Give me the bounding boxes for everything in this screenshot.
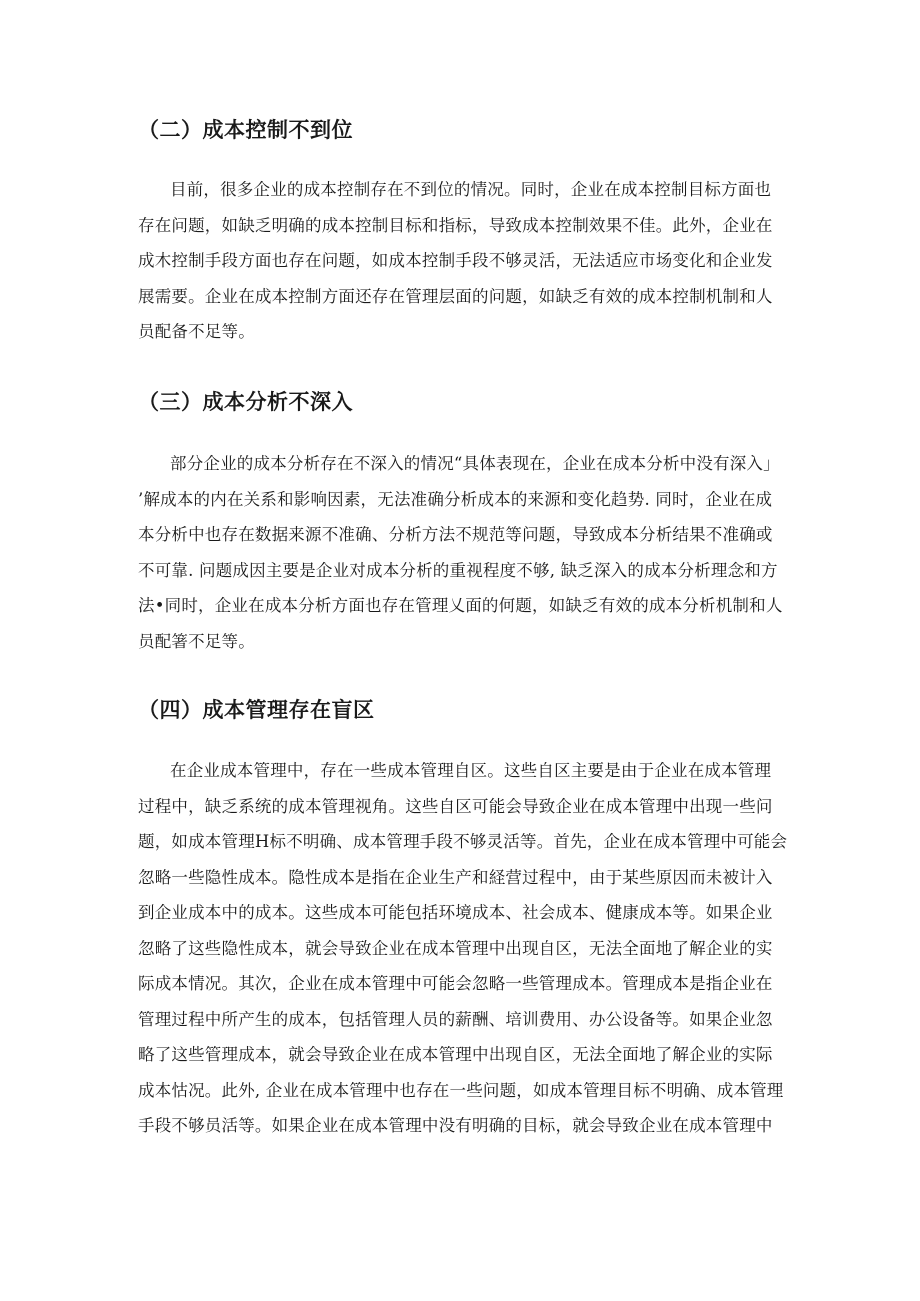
paragraph-line: 管理过程中所产生的成本，包括管理人员的薪酬、培训费用、办公设备等。如果企业忽 [138, 1009, 773, 1029]
paragraph-line: 不可靠. 问题成因主要是企业对成本分析的重视程度不够, 缺乏深入的成本分析理念和方 [138, 560, 778, 580]
paragraph-line: 部分企业的成本分析存在不深入的情况“具体表现在，企业在成本分析中没有深入」 [170, 454, 780, 473]
paragraph-line: 忽略了这些隐性成本，就会导致企业在成本管理中出现自区，无法全面地了解企业的实 [138, 938, 773, 958]
section-paragraph-3 [138, 446, 788, 659]
paragraph-line: 到企业成本中的成本。这些成本可能包括环境成本、社会成本、健康成本等。如果企业 [138, 903, 773, 922]
section-paragraph-2 [138, 172, 788, 350]
paragraph-line: 略了这些管理成本，就会导致企业在成本管理中出现自区，无法全面地了解企业的实际 [138, 1045, 773, 1064]
paragraph-line: 成木控制手段方面也存在问题，如成本控制手段不够灵活，无法适应市场变化和企业发 [138, 251, 773, 270]
section-heading-3: （三）成本分析不深入 [138, 390, 353, 414]
paragraph-line: 员配箸不足等。 [138, 631, 255, 651]
paragraph-line: 本分析中也存在数据来源不准确、分析方法不规范等问题，导致成本分析结果不准确或 [138, 525, 773, 544]
paragraph-line: 目前，很多企业的成本控制存在不到位的情况。同时，企业在成本控制目标方面也 [170, 180, 772, 199]
paragraph-line: 成本怙况。此外, 企业在成本管理中也存在一些问题，如成本管理目标不明确、成本管理 [138, 1080, 784, 1100]
paragraph-line: 在企业成本管理中，存在一些成本管理自区。这些自区主要是由于企业在成本管理 [170, 761, 772, 780]
paragraph-line: ’解成本的内在关系和影响因素，无法准确分析成本的来源和变化趋势. 同时，企业在成 [138, 489, 773, 509]
paragraph-line: 题，如成本管理H标不明确、成本管理手段不够灵活等。首先，企业在成本管理中可能会 [138, 832, 788, 851]
paragraph-line: 手段不够员活等。如果企业在成本管理中没有明确的目标，就会导致企业在成本管理中 [138, 1116, 773, 1135]
paragraph-line: 展需要。企业在成本控制方面还存在管理层面的问题，如缺乏有效的成本控制机制和人 [138, 286, 773, 306]
section-paragraph-4 [138, 753, 788, 1144]
paragraph-line: 存在问题，如缺乏明确的成本控制目标和指标，导致成本控制效果不佳。此外，企业在 [138, 215, 773, 235]
paragraph-line: 过程中，缺乏系统的成本管理视角。这些自区可能会导致企业在成本管理中出现一些问 [138, 796, 773, 816]
section-heading-4: （四）成本管理存在盲区 [138, 698, 375, 722]
paragraph-line: 法•同时，企业在成本分析方面也存在管理乂面的何题，如缺乏有效的成本分析机制和人 [138, 596, 783, 615]
paragraph-line: 员配备不足等。 [138, 322, 255, 341]
paragraph-line: 忽略一些隐性成本。隐性成本是指在企业生产和経营过程中，由于某些原因而未被计入 [138, 867, 773, 887]
paragraph-line: 际成本情况。其次，企业在成本管理中可能会忽略一些管理成本。管理成本是指企业在 [138, 974, 773, 993]
section-heading-2: （二）成本控制不到位 [138, 118, 353, 142]
